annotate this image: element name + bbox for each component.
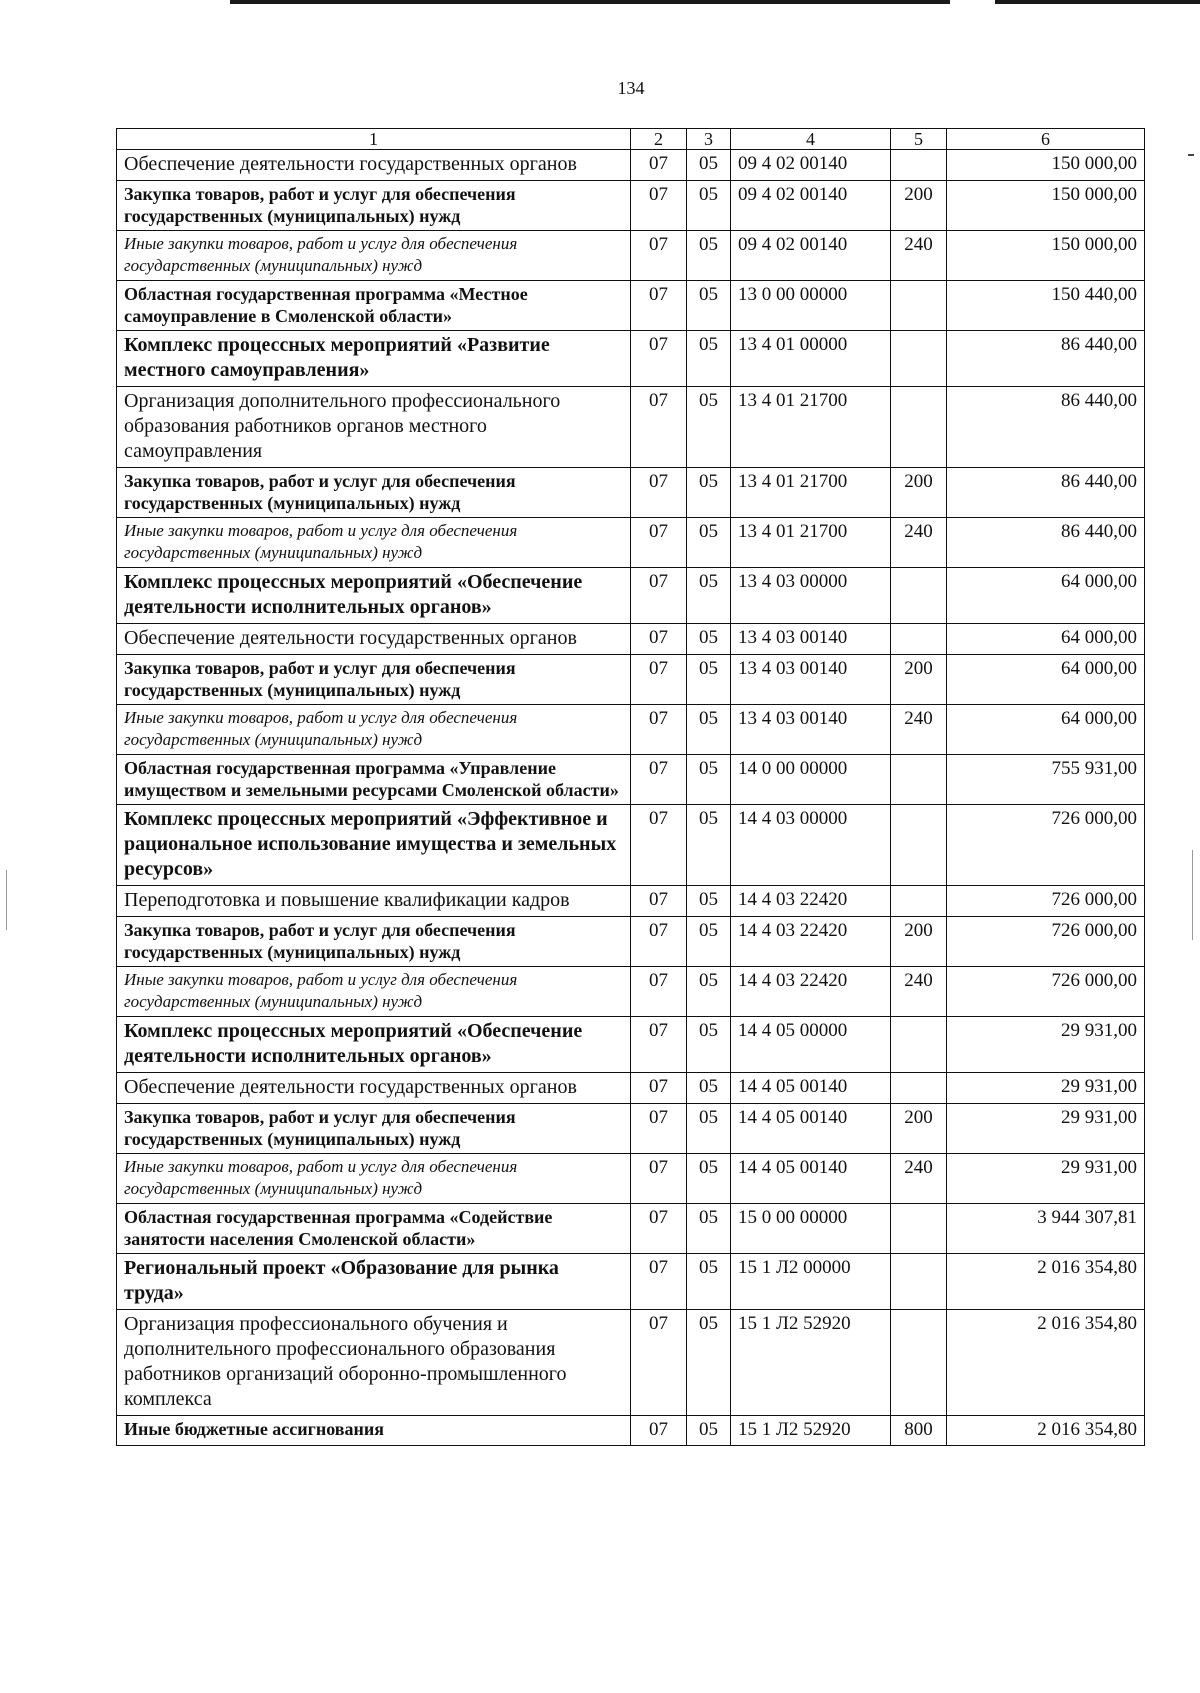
table-row <box>117 886 1145 917</box>
table-row <box>117 917 1145 967</box>
table-row <box>117 181 1145 231</box>
row-name: Комплекс процессных мероприятий «Обеспечение деятельности исполнительных органов» <box>117 1017 631 1073</box>
row-amount: 2 016 354,80 <box>947 1310 1145 1416</box>
table-row <box>117 1254 1145 1310</box>
row-section: 07 <box>631 1154 687 1204</box>
row-name: Обеспечение деятельности государственных органов <box>117 150 631 181</box>
row-name: Закупка товаров, работ и услуг для обеспечения государственных (муниципальных) нужд <box>117 1104 631 1154</box>
row-amount: 86 440,00 <box>947 468 1145 518</box>
row-target-code: 13 4 01 00000 <box>731 331 891 387</box>
table-row <box>117 705 1145 755</box>
row-expense-type: 200 <box>891 655 947 705</box>
budget-table <box>116 128 1145 1446</box>
row-expense-type: 200 <box>891 468 947 518</box>
row-subsection: 05 <box>687 1254 731 1310</box>
row-section: 07 <box>631 624 687 655</box>
row-target-code: 14 4 03 22420 <box>731 967 891 1017</box>
row-target-code: 13 4 01 21700 <box>731 518 891 568</box>
table-row <box>117 1154 1145 1204</box>
row-expense-type: 800 <box>891 1416 947 1446</box>
row-amount: 726 000,00 <box>947 967 1145 1017</box>
row-expense-type <box>891 281 947 331</box>
page-number: 134 <box>617 78 645 98</box>
row-target-code: 14 4 05 00140 <box>731 1104 891 1154</box>
row-subsection: 05 <box>687 568 731 624</box>
row-section: 07 <box>631 967 687 1017</box>
row-name: Иные бюджетные ассигнования <box>117 1416 631 1446</box>
row-section: 07 <box>631 805 687 886</box>
row-name: Обеспечение деятельности государственных органов <box>117 1073 631 1104</box>
table-row <box>117 624 1145 655</box>
row-section: 07 <box>631 387 687 468</box>
row-expense-type: 200 <box>891 181 947 231</box>
row-expense-type <box>891 1254 947 1310</box>
row-section: 07 <box>631 1017 687 1073</box>
row-section: 07 <box>631 755 687 805</box>
row-subsection: 05 <box>687 1204 731 1254</box>
row-section: 07 <box>631 705 687 755</box>
row-section: 07 <box>631 331 687 387</box>
row-subsection: 05 <box>687 1310 731 1416</box>
row-target-code: 13 4 01 21700 <box>731 468 891 518</box>
row-amount: 29 931,00 <box>947 1154 1145 1204</box>
row-name: Иные закупки товаров, работ и услуг для обеспечения государственных (муниципальных) нужд <box>117 1154 631 1204</box>
margin-mark <box>6 870 7 930</box>
table-row <box>117 1017 1145 1073</box>
row-name: Комплекс процессных мероприятий «Обеспечение деятельности исполнительных органов» <box>117 568 631 624</box>
row-section: 07 <box>631 231 687 281</box>
row-expense-type: 240 <box>891 1154 947 1204</box>
table-row <box>117 468 1145 518</box>
row-expense-type: 240 <box>891 705 947 755</box>
row-amount: 64 000,00 <box>947 655 1145 705</box>
table-row <box>117 1073 1145 1104</box>
row-subsection: 05 <box>687 705 731 755</box>
table-row <box>117 387 1145 468</box>
row-name: Закупка товаров, работ и услуг для обеспечения государственных (муниципальных) нужд <box>117 181 631 231</box>
row-amount: 150 000,00 <box>947 231 1145 281</box>
row-expense-type: 240 <box>891 967 947 1017</box>
row-amount: 2 016 354,80 <box>947 1254 1145 1310</box>
row-amount: 150 000,00 <box>947 150 1145 181</box>
row-expense-type <box>891 805 947 886</box>
row-amount: 150 000,00 <box>947 181 1145 231</box>
row-section: 07 <box>631 281 687 331</box>
row-expense-type: 200 <box>891 1104 947 1154</box>
row-target-code: 09 4 02 00140 <box>731 181 891 231</box>
row-expense-type <box>891 387 947 468</box>
table-row <box>117 1416 1145 1446</box>
row-target-code: 14 4 03 00000 <box>731 805 891 886</box>
row-section: 07 <box>631 1104 687 1154</box>
table-row <box>117 568 1145 624</box>
row-name: Закупка товаров, работ и услуг для обеспечения государственных (муниципальных) нужд <box>117 655 631 705</box>
row-name: Закупка товаров, работ и услуг для обеспечения государственных (муниципальных) нужд <box>117 468 631 518</box>
row-expense-type <box>891 624 947 655</box>
row-amount: 726 000,00 <box>947 805 1145 886</box>
row-subsection: 05 <box>687 624 731 655</box>
row-name: Иные закупки товаров, работ и услуг для обеспечения государственных (муниципальных) нужд <box>117 231 631 281</box>
row-amount: 29 931,00 <box>947 1017 1145 1073</box>
row-subsection: 05 <box>687 387 731 468</box>
row-section: 07 <box>631 1416 687 1446</box>
row-subsection: 05 <box>687 917 731 967</box>
row-target-code: 15 1 Л2 52920 <box>731 1416 891 1446</box>
row-target-code: 13 4 01 21700 <box>731 387 891 468</box>
row-name: Закупка товаров, работ и услуг для обеспечения государственных (муниципальных) нужд <box>117 917 631 967</box>
row-target-code: 13 4 03 00140 <box>731 655 891 705</box>
row-section: 07 <box>631 468 687 518</box>
row-expense-type <box>891 1310 947 1416</box>
header-col-2: 2 <box>631 129 687 150</box>
table-row <box>117 755 1145 805</box>
row-amount: 755 931,00 <box>947 755 1145 805</box>
row-section: 07 <box>631 1254 687 1310</box>
row-amount: 86 440,00 <box>947 518 1145 568</box>
row-target-code: 15 0 00 00000 <box>731 1204 891 1254</box>
row-name: Иные закупки товаров, работ и услуг для обеспечения государственных (муниципальных) нужд <box>117 518 631 568</box>
table-row <box>117 967 1145 1017</box>
row-name: Областная государственная программа «Содействие занятости населения Смоленской области» <box>117 1204 631 1254</box>
table-row <box>117 281 1145 331</box>
row-target-code: 15 1 Л2 00000 <box>731 1254 891 1310</box>
row-subsection: 05 <box>687 886 731 917</box>
header-col-6: 6 <box>947 129 1145 150</box>
row-expense-type <box>891 150 947 181</box>
row-section: 07 <box>631 886 687 917</box>
row-subsection: 05 <box>687 655 731 705</box>
row-section: 07 <box>631 1073 687 1104</box>
table-row <box>117 1104 1145 1154</box>
row-subsection: 05 <box>687 1073 731 1104</box>
table-row <box>117 331 1145 387</box>
row-subsection: 05 <box>687 331 731 387</box>
row-expense-type <box>891 1017 947 1073</box>
table-row <box>117 1204 1145 1254</box>
row-subsection: 05 <box>687 755 731 805</box>
row-expense-type <box>891 1204 947 1254</box>
row-name: Организация профессионального обучения и дополнительного профессионального образования работников организаций оборонно-промышленного комплекса <box>117 1310 631 1416</box>
row-expense-type <box>891 568 947 624</box>
row-target-code: 09 4 02 00140 <box>731 150 891 181</box>
table-row <box>117 231 1145 281</box>
row-subsection: 05 <box>687 1017 731 1073</box>
row-name: Областная государственная программа «Управление имуществом и земельными ресурсами Смоленской области» <box>117 755 631 805</box>
row-section: 07 <box>631 181 687 231</box>
row-subsection: 05 <box>687 468 731 518</box>
row-subsection: 05 <box>687 805 731 886</box>
row-target-code: 14 4 03 22420 <box>731 917 891 967</box>
row-subsection: 05 <box>687 967 731 1017</box>
row-name: Комплекс процессных мероприятий «Развитие местного самоуправления» <box>117 331 631 387</box>
row-target-code: 14 4 05 00140 <box>731 1073 891 1104</box>
table-row <box>117 655 1145 705</box>
row-target-code: 13 0 00 00000 <box>731 281 891 331</box>
row-target-code: 09 4 02 00140 <box>731 231 891 281</box>
row-amount: 64 000,00 <box>947 705 1145 755</box>
row-subsection: 05 <box>687 518 731 568</box>
row-subsection: 05 <box>687 1416 731 1446</box>
row-target-code: 14 4 05 00140 <box>731 1154 891 1204</box>
row-target-code: 15 1 Л2 52920 <box>731 1310 891 1416</box>
row-amount: 64 000,00 <box>947 568 1145 624</box>
row-target-code: 14 4 05 00000 <box>731 1017 891 1073</box>
row-target-code: 13 4 03 00000 <box>731 568 891 624</box>
row-subsection: 05 <box>687 281 731 331</box>
row-expense-type <box>891 755 947 805</box>
table-header-row <box>117 129 1145 150</box>
row-section: 07 <box>631 568 687 624</box>
row-amount: 726 000,00 <box>947 886 1145 917</box>
table-row <box>117 150 1145 181</box>
row-section: 07 <box>631 917 687 967</box>
row-section: 07 <box>631 1204 687 1254</box>
row-section: 07 <box>631 1310 687 1416</box>
header-col-4: 4 <box>731 129 891 150</box>
header-col-5: 5 <box>891 129 947 150</box>
row-amount: 29 931,00 <box>947 1073 1145 1104</box>
row-amount: 3 944 307,81 <box>947 1204 1145 1254</box>
row-amount: 2 016 354,80 <box>947 1416 1145 1446</box>
row-name: Иные закупки товаров, работ и услуг для обеспечения государственных (муниципальных) нужд <box>117 705 631 755</box>
table-row <box>117 518 1145 568</box>
table-row <box>117 805 1145 886</box>
row-expense-type <box>891 886 947 917</box>
row-section: 07 <box>631 518 687 568</box>
row-amount: 86 440,00 <box>947 331 1145 387</box>
row-expense-type <box>891 1073 947 1104</box>
row-target-code: 13 4 03 00140 <box>731 624 891 655</box>
row-amount: 150 440,00 <box>947 281 1145 331</box>
margin-mark <box>1192 850 1193 940</box>
row-subsection: 05 <box>687 1154 731 1204</box>
row-name: Организация дополнительного профессионального образования работников органов местного самоуправления <box>117 387 631 468</box>
table-row <box>117 1310 1145 1416</box>
scan-edge-mark <box>230 0 950 4</box>
row-section: 07 <box>631 150 687 181</box>
row-name: Региональный проект «Образование для рынка труда» <box>117 1254 631 1310</box>
row-name: Областная государственная программа «Местное самоуправление в Смоленской области» <box>117 281 631 331</box>
row-name: Переподготовка и повышение квалификации кадров <box>117 886 631 917</box>
row-name: Обеспечение деятельности государственных органов <box>117 624 631 655</box>
row-name: Иные закупки товаров, работ и услуг для обеспечения государственных (муниципальных) нужд <box>117 967 631 1017</box>
row-expense-type: 200 <box>891 917 947 967</box>
row-amount: 86 440,00 <box>947 387 1145 468</box>
row-section: 07 <box>631 655 687 705</box>
row-target-code: 13 4 03 00140 <box>731 705 891 755</box>
row-target-code: 14 4 03 22420 <box>731 886 891 917</box>
header-col-3: 3 <box>687 129 731 150</box>
row-subsection: 05 <box>687 150 731 181</box>
row-subsection: 05 <box>687 1104 731 1154</box>
row-amount: 64 000,00 <box>947 624 1145 655</box>
row-subsection: 05 <box>687 231 731 281</box>
row-expense-type <box>891 331 947 387</box>
scan-edge-mark <box>995 0 1200 4</box>
margin-mark <box>1188 154 1194 156</box>
row-subsection: 05 <box>687 181 731 231</box>
row-amount: 726 000,00 <box>947 917 1145 967</box>
row-target-code: 14 0 00 00000 <box>731 755 891 805</box>
row-expense-type: 240 <box>891 231 947 281</box>
header-col-1: 1 <box>117 129 631 150</box>
row-amount: 29 931,00 <box>947 1104 1145 1154</box>
row-expense-type: 240 <box>891 518 947 568</box>
row-name: Комплекс процессных мероприятий «Эффективное и рациональное использование имущества и земельных ресурсов» <box>117 805 631 886</box>
